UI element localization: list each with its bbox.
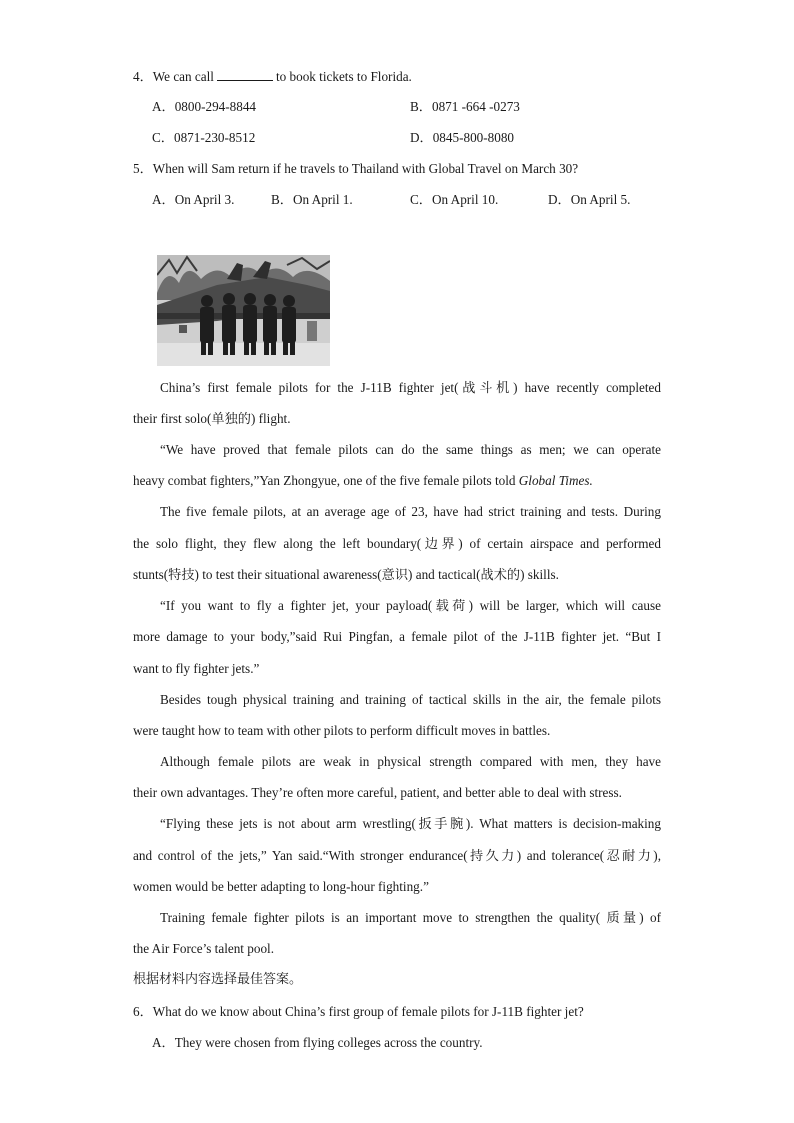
passage-p1-line1: China’s first female pilots for the J-11B fighter jet(战斗机) have recently completed xyxy=(160,380,661,395)
passage-p5-line1: Besides tough physical training and training of tactical skills in the air, the female pilots xyxy=(160,692,661,707)
publication-title: Global Times. xyxy=(518,473,593,488)
passage-p7-line2: and control of the jets,” Yan said.“With stronger endurance(持久力) and tolerance(忍耐力), xyxy=(133,848,661,863)
passage-p2-line1: “We have proved that female pilots can do the same things as men; we can operate xyxy=(160,442,661,457)
passage-p6-line1: Although female pilots are weak in physical strength compared with men, they have xyxy=(160,754,661,769)
question-5-option-a: A．On April 3. xyxy=(152,192,235,207)
section-instruction: 根据材料内容选择最佳答案。 xyxy=(133,972,303,987)
question-6-stem: 6．What do we know about China’s first group of female pilots for J-11B fighter jet? xyxy=(133,1004,584,1019)
question-4-option-d: D．0845-800-8080 xyxy=(410,130,515,145)
passage-p6-line2: their own advantages. They’re often more careful, patient, and better able to deal with stress. xyxy=(133,785,622,800)
passage-p4-line2: more damage to your body,”said Rui Pingfan, a female pilot of the J-11B fighter jet. “But I xyxy=(133,629,661,644)
question-5-option-d: D．On April 5. xyxy=(548,192,631,207)
question-4-option-a: A．0800-294-8844 xyxy=(152,99,257,114)
question-5-option-c: C．On April 10. xyxy=(410,192,499,207)
question-4-stem xyxy=(133,68,661,85)
question-5-stem: 5．When will Sam return if he travels to Thailand with Global Travel on March 30? xyxy=(133,161,579,176)
passage-p3-line3: stunts(特技) to test their situational awareness(意识) and tactical(战术的) skills. xyxy=(133,567,559,582)
question-4-option-b: B．0871 -664 -0273 xyxy=(410,99,520,114)
passage-p7-line3: women would be better adapting to long-hour fighting.” xyxy=(133,879,429,894)
question-4-post: to book tickets to Florida. xyxy=(275,69,412,84)
passage-p4-line1: “If you want to fly a fighter jet, your payload(载荷) will be larger, which will cause xyxy=(160,598,661,613)
passage-p1-line2: their first solo(单独的) flight. xyxy=(133,411,291,426)
passage-p8-line1: Training female fighter pilots is an important move to strengthen the quality( 质量) of xyxy=(160,910,661,925)
passage-p2-line2-text: heavy combat fighters,”Yan Zhongyue, one of the five female pilots told xyxy=(133,473,519,488)
passage-p4-line3: want to fly fighter jets.” xyxy=(133,661,260,676)
passage-p3-line2: the solo flight, they flew along the left boundary(边界) of certain airspace and performed xyxy=(133,536,661,551)
question-6-option-a: A．They were chosen from flying colleges across the country. xyxy=(152,1035,483,1050)
passage-p7-line1: “Flying these jets is not about arm wrestling(扳手腕). What matters is decision-making xyxy=(160,816,661,831)
question-4-option-c: C．0871-230-8512 xyxy=(152,130,256,145)
pilots-photo xyxy=(157,255,330,366)
question-5-option-b: B．On April 1. xyxy=(271,192,353,207)
pilots-photo-illustration xyxy=(157,255,330,366)
question-4-pre: 4．We can call xyxy=(133,69,214,84)
passage-p3-line1: The five female pilots, at an average age of 23, have had strict training and tests. During xyxy=(160,504,661,519)
answer-blank xyxy=(217,68,273,81)
passage-p5-line2: were taught how to team with other pilots to perform difficult moves in battles. xyxy=(133,723,551,738)
passage-p8-line2: the Air Force’s talent pool. xyxy=(133,941,275,956)
passage-p2-line2 xyxy=(133,473,661,489)
